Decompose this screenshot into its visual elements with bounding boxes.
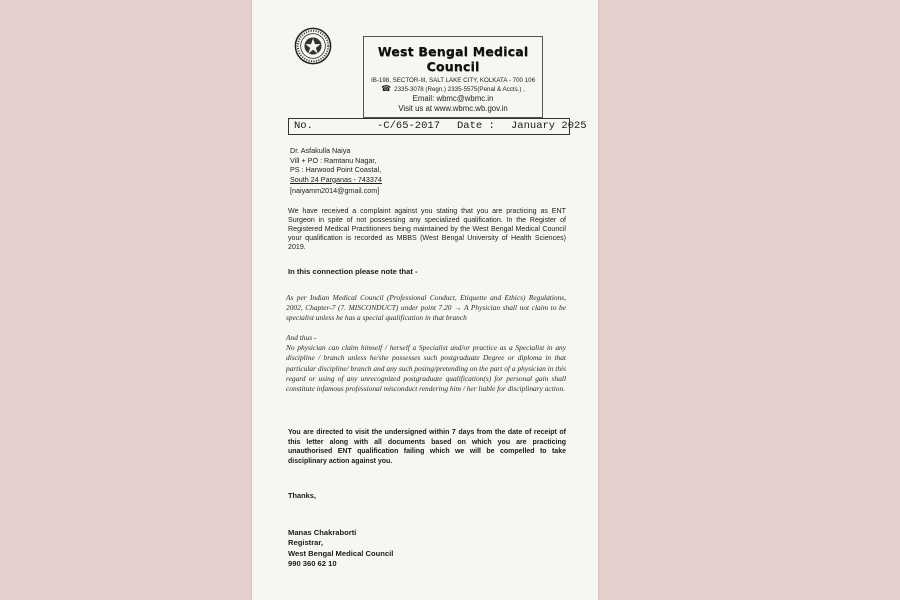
council-phone-line (364, 85, 542, 94)
council-title: West Bengal Medical Council (377, 44, 529, 74)
reference-date-label: Date : (457, 120, 495, 132)
council-phone: 2335-3078 (Regn.) 2335-5575(Penal & Accts.) , (394, 86, 525, 94)
regulation-paragraph: As per Indian Medical Council (Professional Conduct, Etiquette and Ethics) Regulations, 2002, Chapter-7 (7. MISCONDUCT) under point 7.20 → A Physician shall not claim to be specialist unless he has a special qualification in that branch (286, 293, 566, 323)
closing-thanks: Thanks, (288, 491, 316, 500)
telephone-icon: ☎ (381, 84, 392, 94)
recipient-line1: Vill + PO : Ramtanu Nagar, (290, 155, 377, 165)
misconduct-paragraph (286, 333, 566, 394)
and-thus-label: And thus - (286, 333, 317, 342)
recipient-line3: South 24 Parganas - 743374 (290, 174, 382, 184)
recipient-name: Dr. Asfakulla Naiya (290, 146, 351, 155)
reference-date: January 2025 (511, 120, 587, 132)
complaint-paragraph: We have received a complaint against you stating that you are practicing as ENT Surgeon in spite of not possessing any specialized qualification. In the Register of Registered Medical Practitioners being maintained by the West Bengal Medical Council your qualification is recorded as MBBS (West Bengal University of Health Sciences) 2019. (288, 207, 566, 252)
signatory-org: West Bengal Medical Council (288, 548, 394, 558)
council-website: Visit us at www.wbmc.wb.gov.in (398, 104, 508, 114)
reference-number: -C/65-2017 (377, 120, 441, 132)
letterhead-box (363, 36, 543, 118)
reference-no-label: No. (294, 120, 313, 132)
signature-block (288, 528, 393, 570)
signatory-phone: 990 360 62 10 (288, 559, 337, 569)
note-heading: In this connection please note that - (288, 267, 418, 276)
letter-page (252, 0, 598, 600)
recipient-line2: PS : Harwood Point Coastal, (290, 165, 382, 175)
council-seal-icon (294, 27, 332, 65)
directive-paragraph: You are directed to visit the undersigned within 7 days from the date of receipt of this letter along with all documents based on which you are practicing unauthorised ENT qualification failing which we will be compelled to take disciplinary action against you. (288, 429, 566, 465)
council-email: Email: wbmc@wbmc.in (412, 94, 494, 104)
council-address: IB-198, SECTOR-III, SALT LAKE CITY, KOLKATA - 700 106 (370, 77, 536, 84)
recipient-email: [naiyamm2014@gmail.com] (290, 186, 380, 195)
signatory-title: Registrar, (288, 538, 324, 548)
signatory-name: Manas Chakraborti (288, 528, 357, 537)
misconduct-text: No physician can claim himself / herself a Specialist and/or practice as a Specialist in any discipline / branch unless he/she possesses such postgraduate Degree or diploma in that particular discipline/ branch and any such posing/pretending on the part of a physician in this regard or using of any unrecognized postgraduate qualification(s) for personal gain shall constitute infamous professional misconduct rendering him / her liable for disciplinary action. (286, 343, 566, 394)
recipient-address (290, 146, 382, 184)
reference-row (288, 118, 587, 135)
